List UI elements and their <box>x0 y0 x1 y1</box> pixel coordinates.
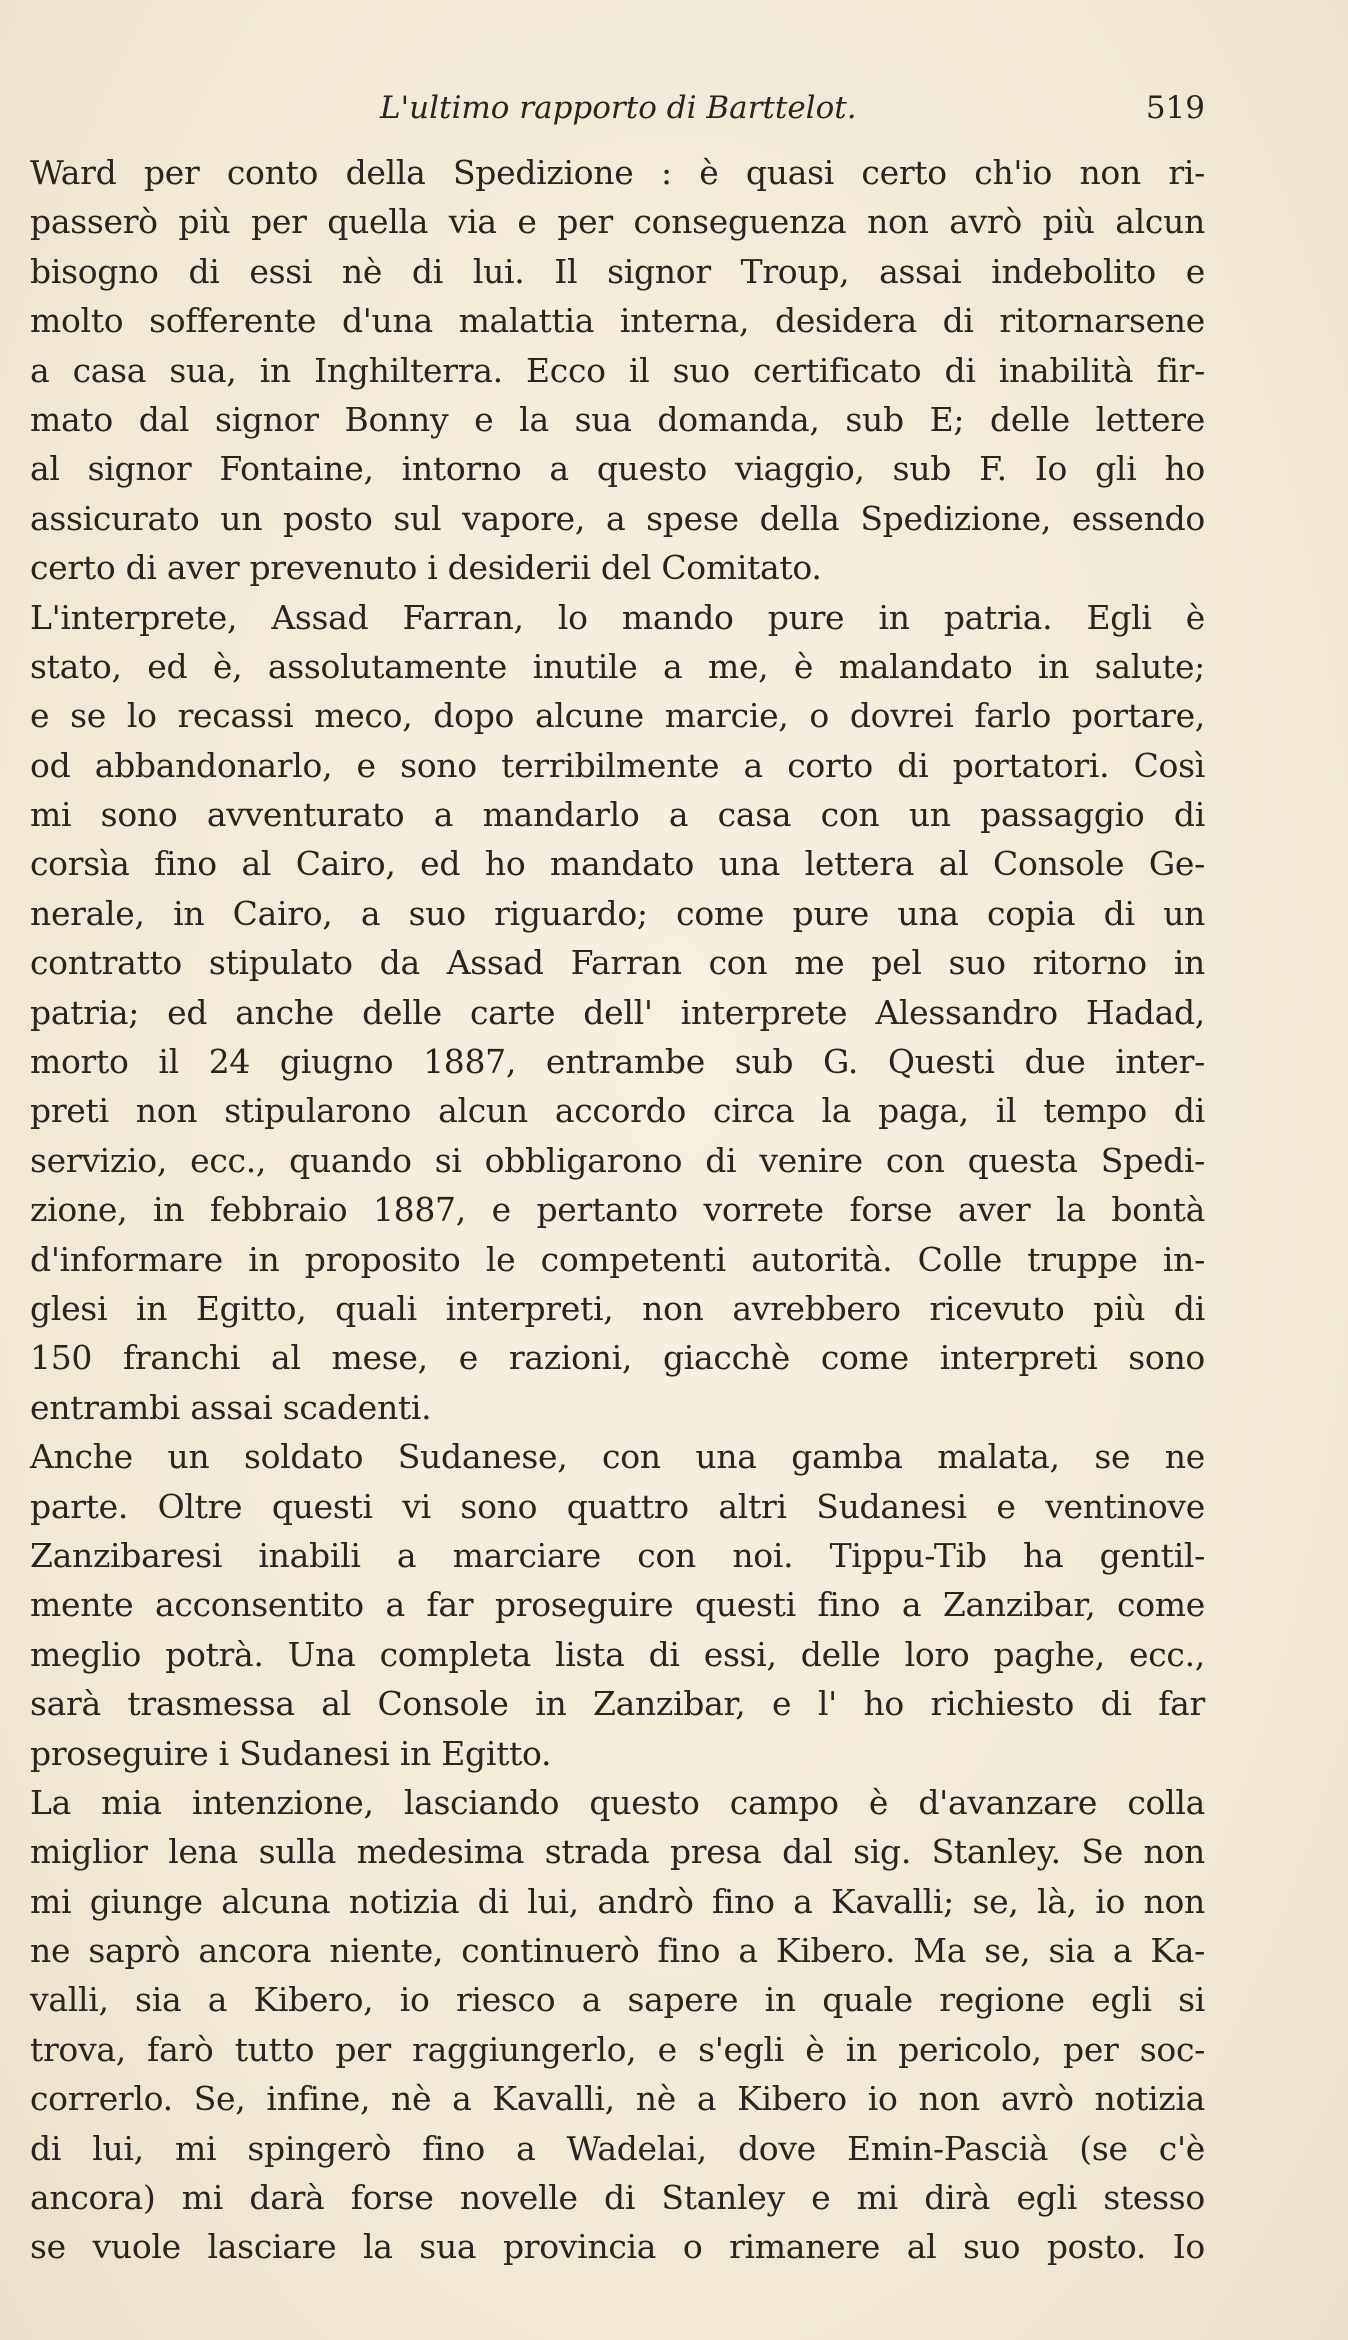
text-line: bisogno di essi nè di lui. Il signor Troup, assai indebolito e <box>30 251 1205 291</box>
text-line: proseguire i Sudanesi in Egitto. <box>30 1733 552 1773</box>
text-line: zione, in febbraio 1887, e pertanto vorrete forse aver la bontà <box>30 1190 1205 1230</box>
text-line: entrambi assai scadenti. <box>30 1387 432 1427</box>
text-line: molto sofferente d'una malattia interna, desidera di ritornarsene <box>30 301 1205 341</box>
text-line: miglior lena sulla medesima strada presa dal sig. Stanley. Se non <box>30 1832 1205 1872</box>
text-line: nerale, in Cairo, a suo riguardo; come pure una copia di un <box>30 893 1205 933</box>
text-line: ancora) mi darà forse novelle di Stanley e mi dirà egli stesso <box>30 2178 1205 2218</box>
text-line: mato dal signor Bonny e la sua domanda, sub E; delle lettere <box>30 399 1205 439</box>
text-line: parte. Oltre questi vi sono quattro altri Sudanesi e ventinove <box>30 1486 1205 1526</box>
text-line: e se lo recassi meco, dopo alcune marcie, o dovrei farlo portare, <box>30 696 1205 736</box>
text-line: passerò più per quella via e per conseguenza non avrò più alcun <box>30 202 1205 242</box>
text-line: stato, ed è, assolutamente inutile a me, è malandato in salute; <box>30 646 1205 686</box>
text-line: 150 franchi al mese, e razioni, giacchè come interpreti sono <box>30 1338 1205 1378</box>
text-line: La mia intenzione, lasciando questo campo è d'avanzare colla <box>30 1782 1205 1822</box>
text-line: sarà trasmessa al Console in Zanzibar, e l' ho richiesto di far <box>30 1684 1205 1724</box>
text-line: a casa sua, in Inghilterra. Ecco il suo certificato di inabilità fir- <box>30 350 1205 390</box>
text-line: L'interprete, Assad Farran, lo mando pure in patria. Egli è <box>30 597 1205 637</box>
body-text <box>30 148 1205 2272</box>
text-line: ne saprò ancora niente, continuerò fino a Kibero. Ma se, sia a Ka- <box>30 1931 1205 1971</box>
text-line: al signor Fontaine, intorno a questo viaggio, sub F. Io gli ho <box>30 449 1205 489</box>
text-line: mente acconsentito a far proseguire questi fino a Zanzibar, come <box>30 1585 1205 1625</box>
text-line: meglio potrà. Una completa lista di essi, delle loro paghe, ecc., <box>30 1634 1205 1674</box>
text-line: patria; ed anche delle carte dell' interprete Alessandro Hadad, <box>30 992 1205 1032</box>
text-line: Ward per conto della Spedizione : è quasi certo ch'io non ri- <box>30 153 1205 192</box>
page-number: 519 <box>1145 90 1205 126</box>
text-line: preti non stipularono alcun accordo circa la paga, il tempo di <box>30 1091 1205 1131</box>
text-line: Zanzibaresi inabili a marciare con noi. Tippu-Tib ha gentil- <box>30 1535 1205 1575</box>
text-line: mi giunge alcuna notizia di lui, andrò fino a Kavalli; se, là, io non <box>30 1881 1205 1921</box>
text-line: certo di aver prevenuto i desiderii del Comitato. <box>30 548 822 588</box>
text-line: trova, farò tutto per raggiungerlo, e s'egli è in pericolo, per soc- <box>30 2029 1205 2069</box>
text-line: contratto stipulato da Assad Farran con me pel suo ritorno in <box>30 943 1205 983</box>
text-line: valli, sia a Kibero, io riesco a sapere in quale regione egli si <box>30 1980 1205 2020</box>
text-line: od abbandonarlo, e sono terribilmente a corto di portatori. Così <box>30 745 1205 785</box>
text-line: se vuole lasciare la sua provincia o rimanere al suo posto. Io <box>30 2227 1205 2267</box>
text-line: morto il 24 giugno 1887, entrambe sub G. Questi due inter- <box>30 1042 1205 1082</box>
text-line: servizio, ecc., quando si obbligarono di venire con questa Spedi- <box>30 1140 1205 1180</box>
text-line: d'informare in proposito le competenti autorità. Colle truppe in- <box>30 1239 1205 1279</box>
text-line: corsìa fino al Cairo, ed ho mandato una lettera al Console Ge- <box>30 844 1205 884</box>
text-line: di lui, mi spingerò fino a Wadelai, dove Emin-Pascià (se c'è <box>30 2128 1205 2168</box>
text-line: Anche un soldato Sudanese, con una gamba malata, se ne <box>30 1437 1205 1477</box>
text-line: assicurato un posto sul vapore, a spese della Spedizione, essendo <box>30 498 1205 538</box>
running-title: L'ultimo rapporto di Barttelot. <box>380 90 857 126</box>
text-line: correrlo. Se, infine, nè a Kavalli, nè a Kibero io non avrò notizia <box>30 2079 1205 2119</box>
text-line: glesi in Egitto, quali interpreti, non avrebbero ricevuto più di <box>30 1288 1205 1328</box>
text-line: mi sono avventurato a mandarlo a casa con un passaggio di <box>30 795 1205 835</box>
page-header <box>30 88 1205 128</box>
